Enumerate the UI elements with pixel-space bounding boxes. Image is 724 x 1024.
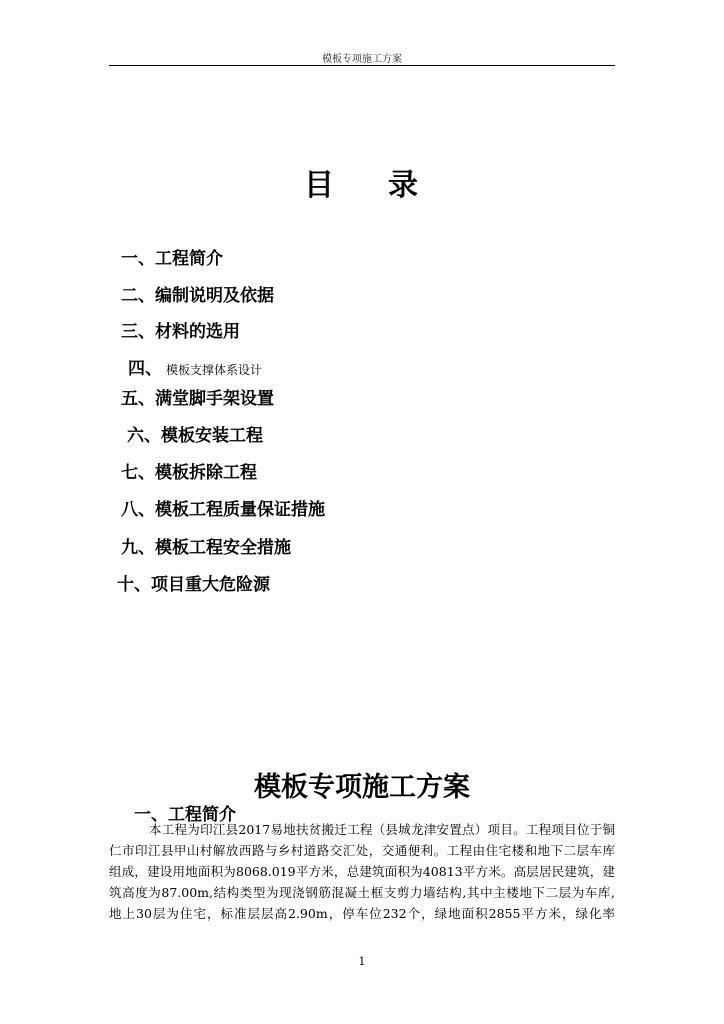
page-number: 1	[358, 955, 366, 968]
section-heading: 一、工程简介	[134, 805, 236, 825]
toc-item-2: 二、编制说明及依据	[121, 286, 274, 306]
toc-item-1: 一、工程简介	[121, 249, 223, 269]
paragraph-line: 本工程为印江县2017易地扶贫搬迁工程（县城龙津安置点）项目。工程项目位于铜	[149, 822, 615, 837]
header-rule	[109, 65, 615, 66]
toc-item-4-sub: 模板支撑体系设计	[166, 363, 263, 377]
paragraph-line: 筑高度为87.00m,结构类型为现浇钢筋混凝土框支剪力墙结构,其中主楼地下二层为车库,	[109, 885, 615, 900]
running-header: 模板专项施工方案	[322, 54, 402, 65]
toc-item-7: 七、模板拆除工程	[121, 463, 257, 483]
paragraph-line: 组成，建设用地面积为8068.019平方米，总建筑面积为40813平方米。高层居民建筑，建	[109, 864, 615, 879]
toc-title	[0, 160, 724, 204]
toc-title-left: 目	[304, 168, 336, 203]
toc-item-4	[128, 359, 262, 380]
toc-item-4-label: 四、	[128, 359, 162, 379]
toc-item-9: 九、模板工程安全措施	[121, 538, 291, 558]
toc-item-8: 八、模板工程质量保证措施	[121, 500, 325, 520]
toc-item-3: 三、材料的选用	[121, 322, 240, 342]
paragraph-line: 地上30层为住宅，标准层层高2.90m，停车位232个，绿地面积2855平方米，绿化率	[109, 906, 615, 921]
paragraph-line: 仁市印江县甲山村解放西路与乡村道路交汇处，交通便利。工程由住宅楼和地下二层车库	[109, 843, 615, 858]
toc-item-10: 十、项目重大危险源	[117, 575, 270, 595]
toc-item-6: 六、模板安装工程	[127, 426, 263, 446]
toc-item-5: 五、满堂脚手架设置	[121, 389, 274, 409]
document-title: 模板专项施工方案	[254, 772, 470, 803]
toc-title-right: 录	[388, 168, 420, 203]
